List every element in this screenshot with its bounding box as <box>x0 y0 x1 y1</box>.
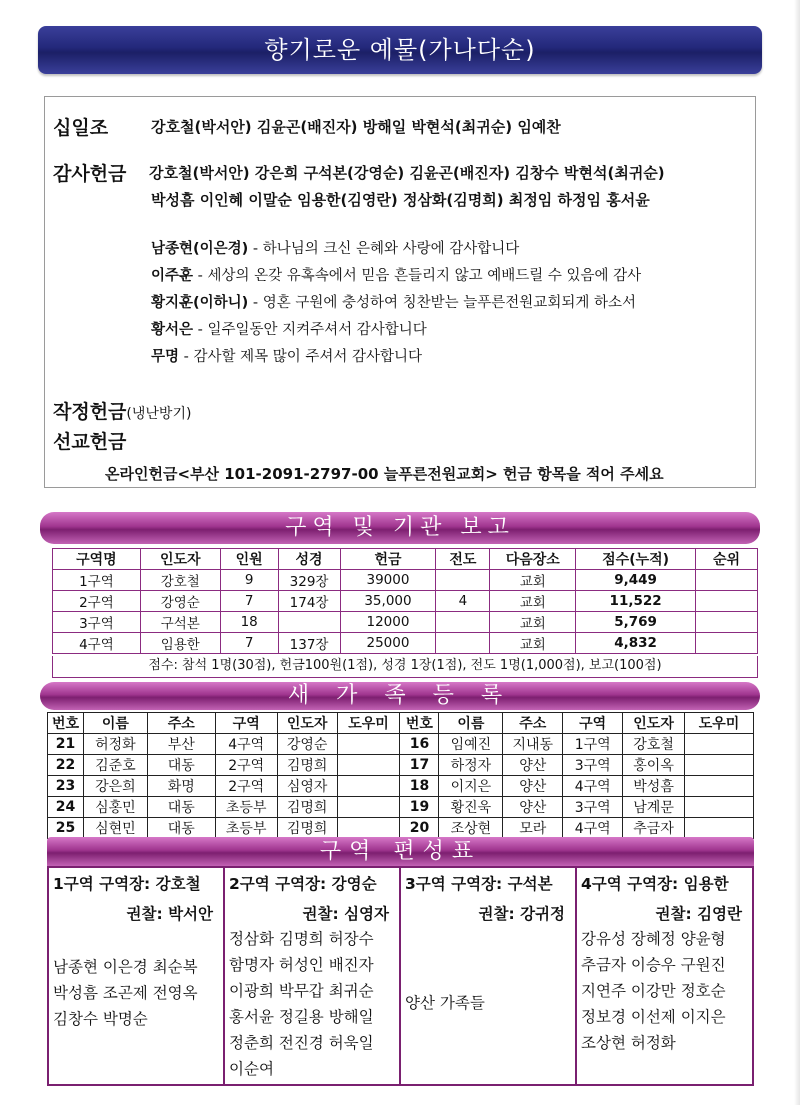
table-cell: 임용한 <box>140 633 220 654</box>
column-header: 주소 <box>147 713 215 734</box>
column-header: 다음장소 <box>490 549 576 570</box>
table-cell: 16 <box>400 734 439 755</box>
table-cell: 23 <box>48 776 84 797</box>
district-sub: 권찰: 김영란 <box>655 905 742 923</box>
table-cell: 교회 <box>490 591 576 612</box>
column-header: 인도자 <box>140 549 220 570</box>
table-cell <box>436 633 490 654</box>
new-family-title: 새 가 족 등 록 <box>40 682 760 710</box>
district-title: 구역 편성표 <box>47 837 754 866</box>
table-cell <box>337 797 400 818</box>
table-cell: 대동 <box>147 797 215 818</box>
table-cell: 김명희 <box>277 797 337 818</box>
district-members <box>229 926 374 1082</box>
table-cell: 3구역 <box>563 755 623 776</box>
member-line: 이광희 박무갑 최귀순 <box>229 982 374 1000</box>
table-cell: 12000 <box>340 612 436 633</box>
table-cell: 양산 <box>503 755 563 776</box>
district-head: 3구역 구역장: 구석본 <box>405 875 553 893</box>
report-table <box>52 548 758 654</box>
district-members <box>405 990 485 1016</box>
table-cell: 박성흠 <box>623 776 685 797</box>
district-column-4 <box>577 868 752 1084</box>
table-cell: 2구역 <box>215 755 277 776</box>
thanks-note: 황서은 - 일주일동안 지켜주셔서 감사합니다 <box>151 322 427 338</box>
column-header: 성경 <box>278 549 340 570</box>
district-members <box>53 954 198 1032</box>
offering-section <box>44 96 756 488</box>
table-cell: 2구역 <box>53 591 141 612</box>
table-cell: 9,449 <box>576 570 696 591</box>
thanks-note: 남종현(이은경) - 하나님의 크신 은혜와 사랑에 감사합니다 <box>151 241 520 257</box>
table-cell: 심홍민 <box>83 797 147 818</box>
member-line: 홍서윤 정길용 방해일 <box>229 1008 374 1026</box>
member-line: 정춘희 전진경 허욱일 <box>229 1034 374 1052</box>
table-cell: 19 <box>400 797 439 818</box>
table-row <box>53 591 758 612</box>
table-cell <box>436 612 490 633</box>
table-cell: 3구역 <box>53 612 141 633</box>
table-cell: 교회 <box>490 612 576 633</box>
table-cell <box>685 755 754 776</box>
table-cell: 25 <box>48 818 84 839</box>
thanks-note: 무명 - 감사할 제목 많이 주셔서 감사합니다 <box>151 349 423 365</box>
report-title: 구역 및 기관 보고 <box>40 512 760 544</box>
district-members <box>581 926 726 1056</box>
table-cell: 양산 <box>503 776 563 797</box>
column-header: 헌금 <box>340 549 436 570</box>
new-family-header-row <box>48 713 754 734</box>
member-line: 조상현 허정화 <box>581 1034 676 1052</box>
tithe-label: 십일조 <box>53 117 109 139</box>
mission-offering-label: 선교헌금 <box>53 431 127 453</box>
district-head: 2구역 구역장: 강영순 <box>229 875 377 893</box>
district-org-chart <box>47 866 754 1086</box>
member-line: 지연주 이강만 정호순 <box>581 982 726 1000</box>
table-cell: 2구역 <box>215 776 277 797</box>
table-cell: 추금자 <box>623 818 685 839</box>
table-cell: 초등부 <box>215 797 277 818</box>
table-cell: 1구역 <box>563 734 623 755</box>
tithe-names: 강호철(박서안) 김윤곤(배진자) 방해일 박현석(최귀순) 임예찬 <box>151 118 561 136</box>
member-line: 남종현 이은경 최순복 <box>53 958 198 976</box>
table-cell: 조상현 <box>439 818 503 839</box>
member-line: 양산 가족들 <box>405 994 485 1012</box>
table-cell: 7 <box>220 591 278 612</box>
table-cell: 4 <box>436 591 490 612</box>
column-header: 구역명 <box>53 549 141 570</box>
table-cell: 양산 <box>503 797 563 818</box>
table-cell: 부산 <box>147 734 215 755</box>
score-rule-note: 점수: 참석 1명(30점), 헌금100원(1점), 성경 1장(1점), 전도 1명(1,000점), 보고(100점) <box>52 656 758 678</box>
member-line: 강유성 장혜정 양윤형 <box>581 930 726 948</box>
thanks-names-line2: 박성흠 이인혜 이말순 임용한(김영란) 정삼화(김명희) 최정임 하정임 홍서윤 <box>151 191 650 209</box>
column-header: 구역 <box>563 713 623 734</box>
table-cell: 지내동 <box>503 734 563 755</box>
column-header: 이름 <box>83 713 147 734</box>
table-cell: 9 <box>220 570 278 591</box>
table-cell: 이지은 <box>439 776 503 797</box>
column-header: 인도자 <box>277 713 337 734</box>
table-cell: 강영순 <box>277 734 337 755</box>
table-cell: 홍이옥 <box>623 755 685 776</box>
column-header: 점수(누적) <box>576 549 696 570</box>
column-header: 도우미 <box>685 713 754 734</box>
table-cell: 7 <box>220 633 278 654</box>
table-cell: 20 <box>400 818 439 839</box>
table-cell: 김준호 <box>83 755 147 776</box>
table-cell <box>685 818 754 839</box>
table-cell <box>337 755 400 776</box>
table-cell: 137장 <box>278 633 340 654</box>
column-header: 주소 <box>503 713 563 734</box>
column-header: 번호 <box>400 713 439 734</box>
report-header-row <box>53 549 758 570</box>
table-cell: 강영순 <box>140 591 220 612</box>
table-cell: 3구역 <box>563 797 623 818</box>
table-cell: 모라 <box>503 818 563 839</box>
table-cell: 강호철 <box>623 734 685 755</box>
member-line: 함명자 허성인 배진자 <box>229 956 374 974</box>
table-cell: 남계문 <box>623 797 685 818</box>
member-line: 박성흠 조곤제 전영옥 <box>53 984 198 1002</box>
page-edge-shadow <box>794 0 800 1105</box>
table-cell <box>685 734 754 755</box>
member-line: 정보경 이선제 이지은 <box>581 1008 726 1026</box>
table-cell <box>696 570 758 591</box>
table-cell <box>696 591 758 612</box>
table-cell: 25000 <box>340 633 436 654</box>
table-cell <box>685 797 754 818</box>
table-cell: 21 <box>48 734 84 755</box>
column-header: 전도 <box>436 549 490 570</box>
table-cell: 18 <box>220 612 278 633</box>
table-cell: 구석본 <box>140 612 220 633</box>
table-cell <box>337 734 400 755</box>
thanks-note: 이주훈 - 세상의 온갖 유혹속에서 믿음 흔들리지 않고 예배드릴 수 있음에 감사 <box>151 268 642 284</box>
table-cell: 대동 <box>147 755 215 776</box>
district-sub: 권찰: 강귀정 <box>478 905 565 923</box>
table-cell <box>278 612 340 633</box>
column-header: 순위 <box>696 549 758 570</box>
table-cell: 김명희 <box>277 818 337 839</box>
column-header: 이름 <box>439 713 503 734</box>
table-cell <box>685 776 754 797</box>
table-cell: 강호철 <box>140 570 220 591</box>
table-cell: 교회 <box>490 570 576 591</box>
column-header: 인원 <box>220 549 278 570</box>
table-cell: 초등부 <box>215 818 277 839</box>
district-column-3 <box>401 868 577 1084</box>
table-cell <box>696 633 758 654</box>
table-cell: 대동 <box>147 818 215 839</box>
table-cell: 4구역 <box>563 776 623 797</box>
table-cell: 22 <box>48 755 84 776</box>
heating-offering-label: 작정헌금(냉난방기) <box>53 401 192 423</box>
table-cell: 허정화 <box>83 734 147 755</box>
member-line: 김창수 박명순 <box>53 1010 148 1028</box>
member-line: 추금자 이승우 구원진 <box>581 956 726 974</box>
table-cell: 김명희 <box>277 755 337 776</box>
table-cell: 교회 <box>490 633 576 654</box>
district-head: 4구역 구역장: 임용한 <box>581 875 729 893</box>
table-cell: 심영자 <box>277 776 337 797</box>
thanks-names-line1: 강호철(박서안) 강은희 구석본(강영순) 김윤곤(배진자) 김창수 박현석(최귀순) <box>149 164 665 182</box>
table-cell: 39000 <box>340 570 436 591</box>
thanks-note: 황지훈(이하니) - 영혼 구원에 충성하여 칭찬받는 늘푸른전원교회되게 하소서 <box>151 295 636 311</box>
table-row <box>48 734 754 755</box>
table-cell: 174장 <box>278 591 340 612</box>
table-cell: 5,769 <box>576 612 696 633</box>
table-cell <box>337 818 400 839</box>
table-cell: 심현민 <box>83 818 147 839</box>
table-cell: 24 <box>48 797 84 818</box>
new-family-table <box>47 712 754 839</box>
table-row <box>48 755 754 776</box>
table-cell <box>337 776 400 797</box>
table-cell: 18 <box>400 776 439 797</box>
table-cell: 1구역 <box>53 570 141 591</box>
online-offering-info: 온라인헌금<부산 101-2091-2797-00 늘푸른전원교회> 헌금 항목을 적어 주세요 <box>105 465 664 483</box>
table-cell: 4구역 <box>563 818 623 839</box>
member-line: 정삼화 김명희 허장수 <box>229 930 374 948</box>
table-cell: 17 <box>400 755 439 776</box>
table-cell: 329장 <box>278 570 340 591</box>
table-cell: 황진욱 <box>439 797 503 818</box>
table-cell: 하정자 <box>439 755 503 776</box>
table-cell: 임예진 <box>439 734 503 755</box>
column-header: 구역 <box>215 713 277 734</box>
heating-offering-note: (냉난방기) <box>126 406 192 422</box>
table-row <box>53 633 758 654</box>
member-line: 이순여 <box>229 1060 274 1078</box>
thanks-label: 감사헌금 <box>53 163 127 185</box>
district-sub: 권찰: 심영자 <box>302 905 389 923</box>
column-header: 인도자 <box>623 713 685 734</box>
district-column-1 <box>49 868 225 1084</box>
table-cell: 4구역 <box>215 734 277 755</box>
table-cell: 35,000 <box>340 591 436 612</box>
table-cell: 11,522 <box>576 591 696 612</box>
page-title: 향기로운 예물(가나다순) <box>38 26 762 74</box>
table-cell: 강은희 <box>83 776 147 797</box>
table-row <box>48 797 754 818</box>
table-cell: 4,832 <box>576 633 696 654</box>
table-cell <box>696 612 758 633</box>
table-row <box>48 818 754 839</box>
district-sub: 권찰: 박서안 <box>126 905 213 923</box>
table-row <box>53 570 758 591</box>
table-row <box>53 612 758 633</box>
column-header: 도우미 <box>337 713 400 734</box>
table-row <box>48 776 754 797</box>
table-cell: 4구역 <box>53 633 141 654</box>
column-header: 번호 <box>48 713 84 734</box>
district-column-2 <box>225 868 401 1084</box>
table-cell <box>436 570 490 591</box>
table-cell: 화명 <box>147 776 215 797</box>
district-head: 1구역 구역장: 강호철 <box>53 875 201 893</box>
